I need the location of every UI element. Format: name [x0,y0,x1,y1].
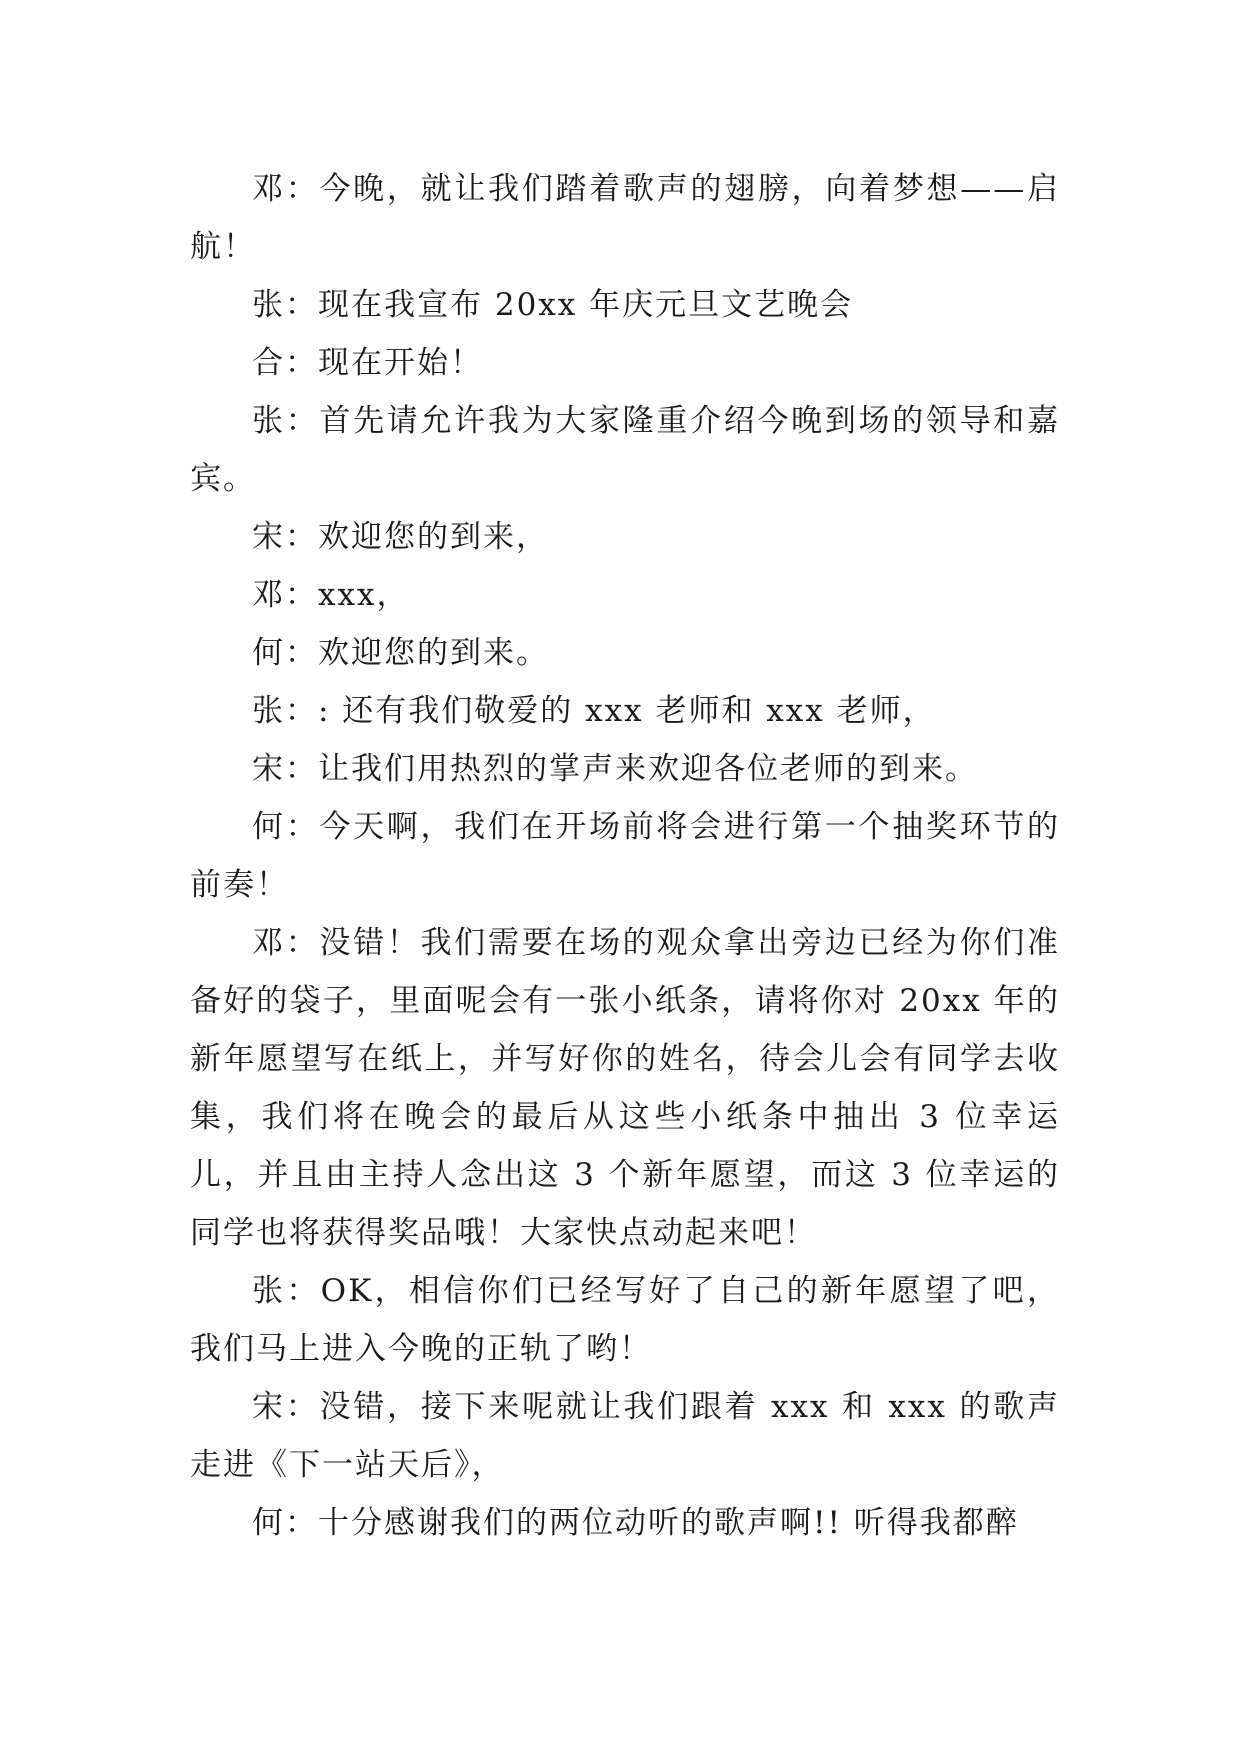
paragraph: 何：十分感谢我们的两位动听的歌声啊!! 听得我都醉 [252,1505,1019,1541]
paragraph: 宋：让我们用热烈的掌声来欢迎各位老师的到来。 [252,751,978,787]
paragraph: 何：欢迎您的到来。 [252,635,549,671]
paragraph: 合：现在开始！ [252,345,483,381]
paragraph: 宋：没错，接下来呢就让我们跟着 xxx 和 xxx 的歌声走进《下一站天后》， [190,1389,1060,1483]
paragraph: 何：今天啊，我们在开场前将会进行第一个抽奖环节的前奏！ [190,809,1060,903]
paragraph: 张：OK，相信你们已经写好了自己的新年愿望了吧，我们马上进入今晚的正轨了哟！ [190,1273,1060,1367]
paragraph: 宋：欢迎您的到来， [252,519,549,555]
paragraph: 邓：xxx， [252,577,410,613]
paragraph: 张：现在我宣布 20xx 年庆元旦文艺晚会 [252,287,854,323]
paragraph: 邓：没错！我们需要在场的观众拿出旁边已经为你们准备好的袋子，里面呢会有一张小纸条，请将你对 20xx 年的新年愿望写在纸上，并写好你的姓名，待会儿会有同学去收集，我们将在晚会的最后从这些小纸条中抽出 3 位幸运儿，并且由主持人念出这 3 个新年愿望，而这 3 位幸运的同学也将获得奖品哦！大家快点动起来吧！ [190,925,1060,1251]
document-body [190,160,1060,1552]
paragraph: 邓：今晚，就让我们踏着歌声的翅膀，向着梦想——启航！ [190,171,1060,265]
paragraph: 张：: 还有我们敬爱的 xxx 老师和 xxx 老师， [252,693,936,729]
paragraph: 张：首先请允许我为大家隆重介绍今晚到场的领导和嘉宾。 [190,403,1060,497]
